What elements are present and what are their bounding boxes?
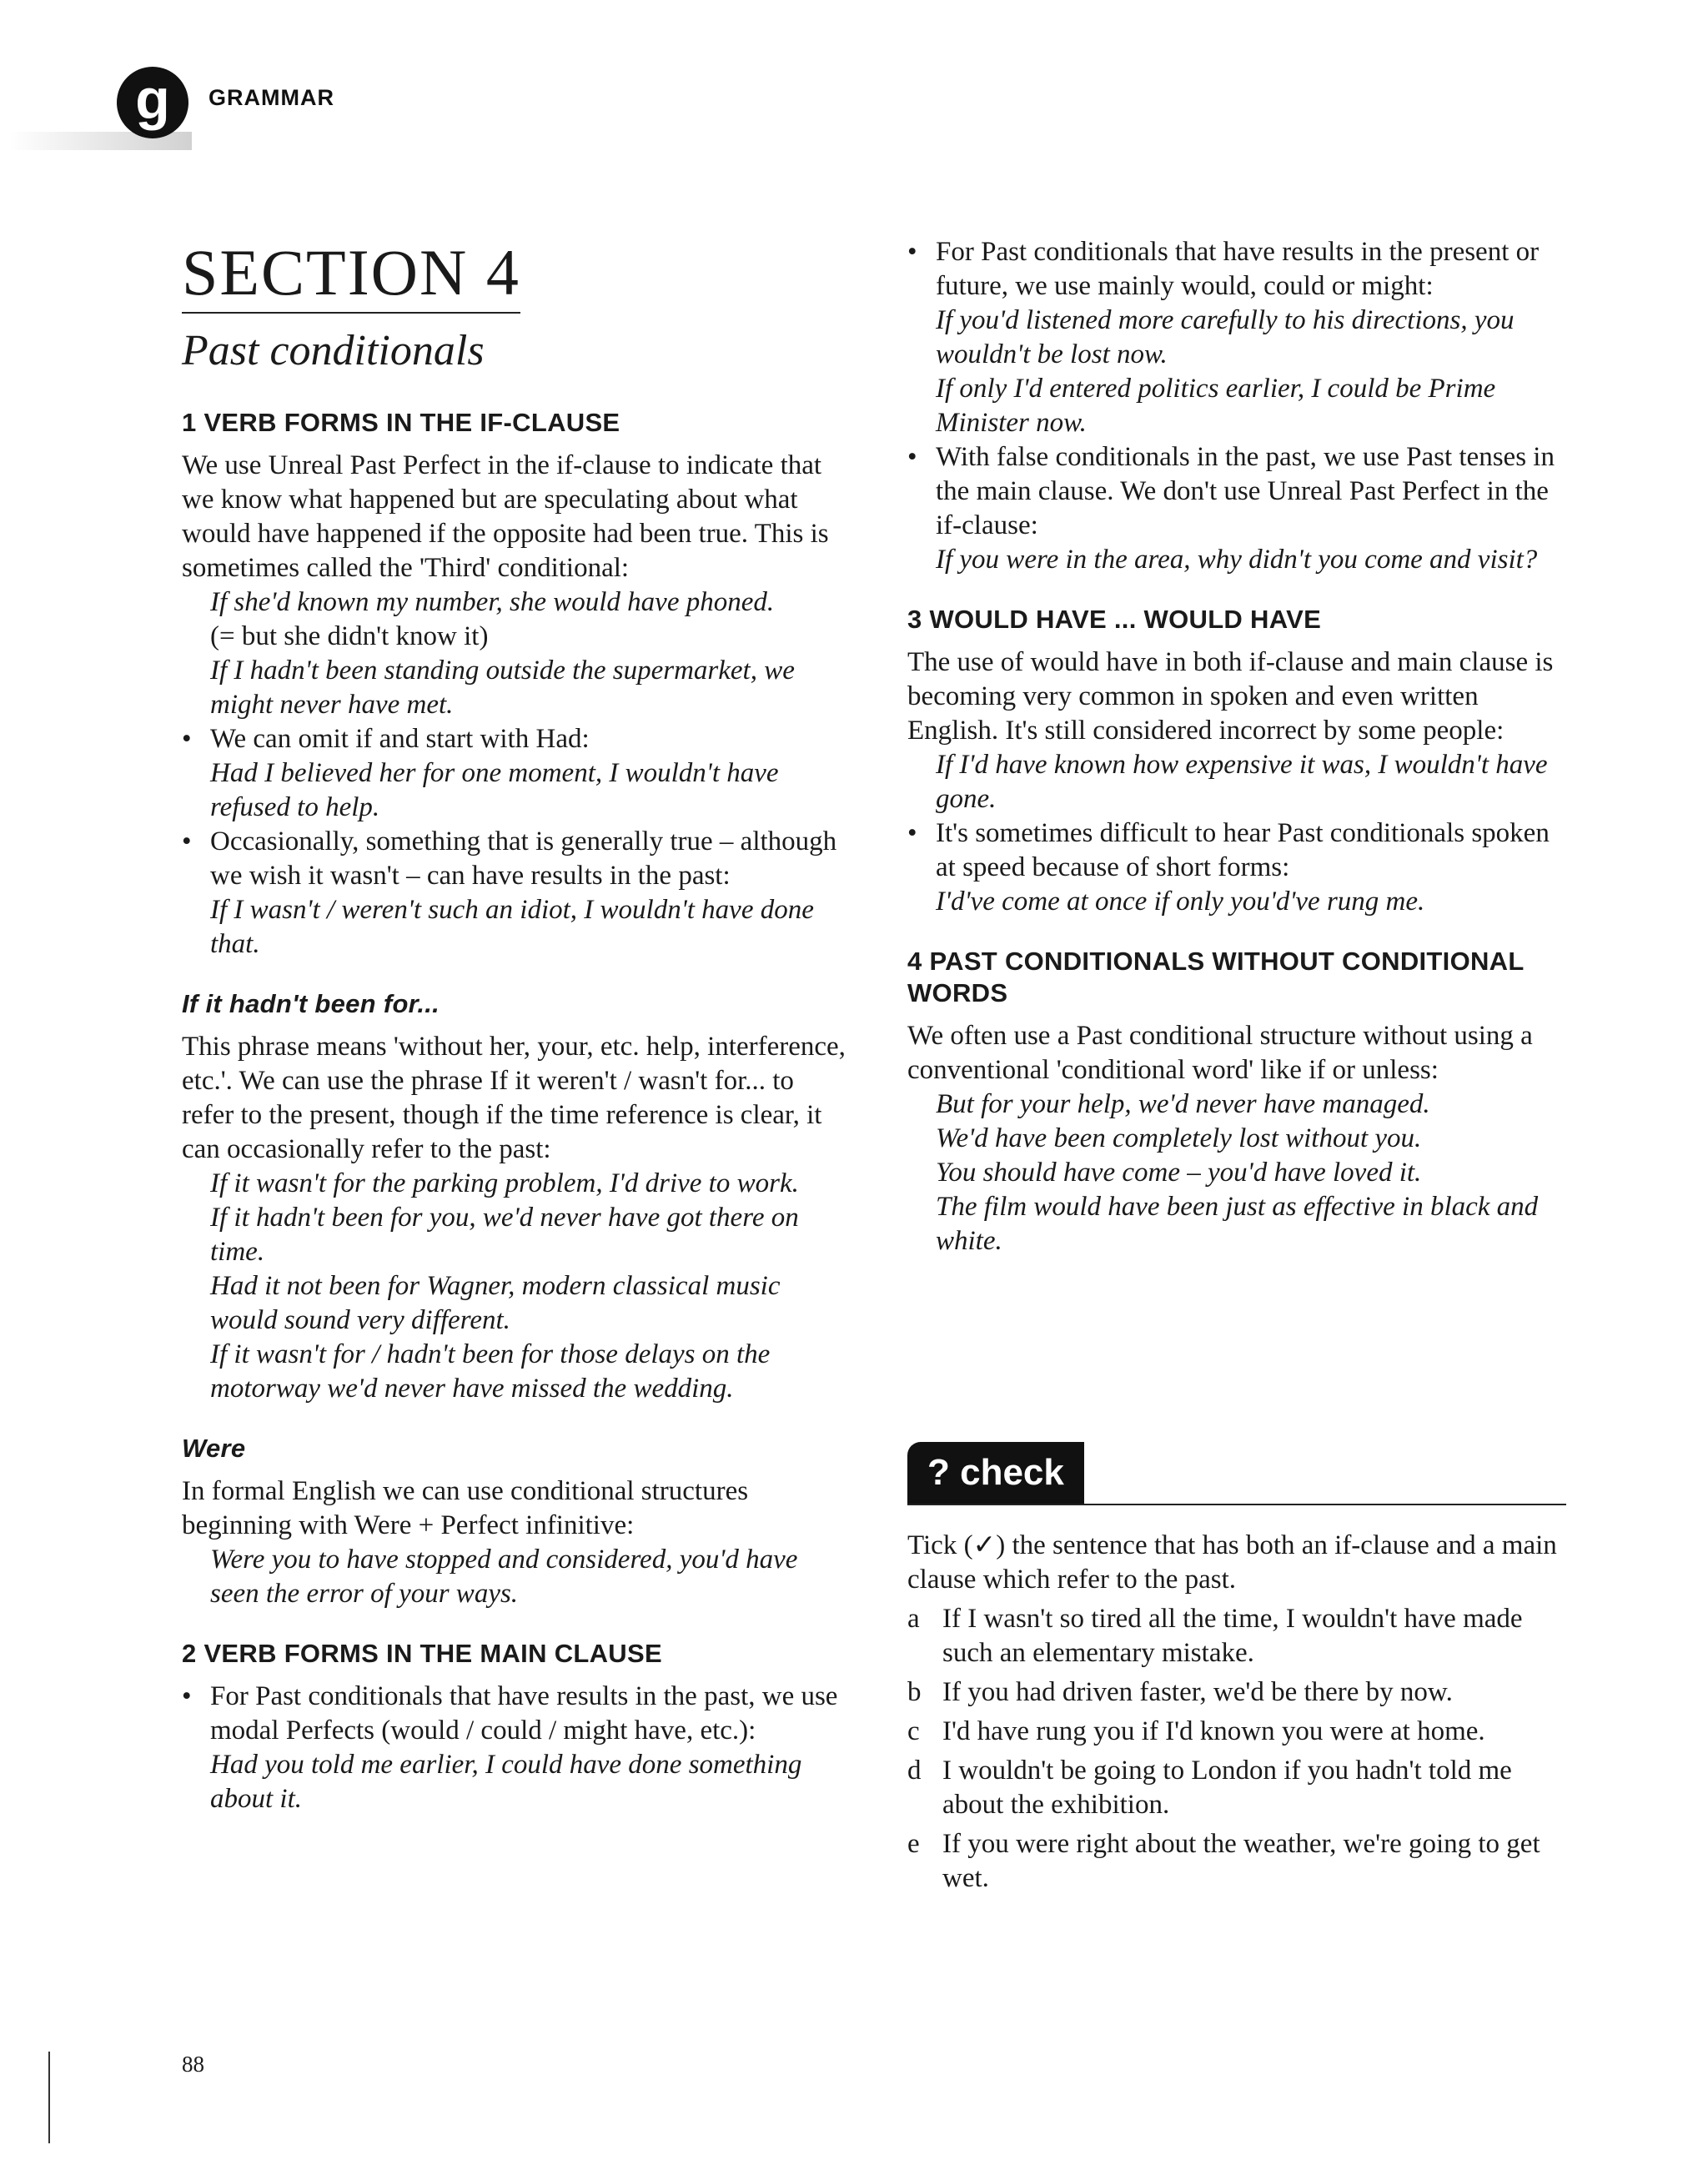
bullet-text: • For Past conditionals that have results in the past, we use modal Perfects (would / could / might have, etc.): [210, 1681, 838, 1746]
example-sentence: If it wasn't for / hadn't been for those delays on the motorway we'd never have missed the wedding. [210, 1339, 771, 1404]
bullet-text: • We can omit if and start with Had: [210, 724, 590, 754]
paragraph-without-conditional-words: We often use a Past conditional structure without using a conventional 'conditional word' like if or unless: [907, 1021, 1533, 1085]
bullet-item [182, 1680, 849, 1816]
page-header [117, 67, 617, 158]
bullet-text: • Occasionally, something that is generally true – although we wish it wasn't – can have results in the past: [210, 826, 837, 891]
bullet-text: • With false conditionals in the past, we use Past tenses in the main clause. We don't use Unreal Past Perfect in the if-clause: [936, 442, 1555, 540]
example-sentence: I'd've come at once if only you'd've rung me. [936, 887, 1425, 917]
bullet-item [182, 722, 849, 825]
option-letter: c [907, 1716, 920, 1746]
heading-were: Were [182, 1434, 246, 1463]
heading-main-clause: 2 VERB FORMS IN THE MAIN CLAUSE [182, 1639, 662, 1668]
example-sentence: Were you to have stopped and considered, you'd have seen the error of your ways. [210, 1545, 798, 1609]
check-option-a [907, 1602, 1575, 1670]
header-label: GRAMMAR [208, 85, 334, 110]
bullet-item [907, 235, 1575, 440]
example-sentence: But for your help, we'd never have managed. [936, 1089, 1430, 1119]
check-option-e [907, 1827, 1575, 1896]
example-sentence: The film would have been just as effective in black and white. [936, 1192, 1539, 1256]
paragraph-if-clause: We use Unreal Past Perfect in the if-clause to indicate that we know what happened but are speculating about what would have happened if the opposite had been true. This is sometimes called the 'Third' conditional: [182, 450, 829, 583]
bullet-item [907, 816, 1575, 919]
left-column [182, 235, 849, 1816]
right-column [907, 235, 1575, 1896]
grammar-badge-icon: g [117, 67, 188, 138]
example-sentence: If it wasn't for the parking problem, I'd drive to work. [210, 1168, 799, 1198]
example-sentence: If it hadn't been for you, we'd never have got there on time. [210, 1203, 799, 1267]
check-divider [907, 1504, 1566, 1505]
check-box-header [907, 1442, 1575, 1509]
heading-if-clause: 1 VERB FORMS IN THE IF-CLAUSE [182, 408, 620, 437]
example-note: (= but she didn't know it) [210, 621, 489, 651]
example-sentence: Had you told me earlier, I could have done something about it. [210, 1750, 802, 1814]
paragraph-if-it-hadnt-been-for: This phrase means 'without her, your, etc. help, interference, etc.'. We can use the phrase If it weren't / wasn't for... to refer to the present, though if the time reference is clear, it can occasionally refer to the past: [182, 1032, 846, 1164]
bullet-item [182, 825, 849, 962]
example-sentence: You should have come – you'd have loved it. [936, 1158, 1422, 1188]
option-letter: d [907, 1756, 922, 1786]
check-option-d [907, 1754, 1575, 1822]
example-sentence: Had it not been for Wagner, modern classical music would sound very different. [210, 1271, 781, 1335]
margin-line [48, 2052, 50, 2143]
example-sentence: If I wasn't / weren't such an idiot, I wouldn't have done that. [210, 895, 814, 959]
page-number: 88 [182, 2052, 204, 2077]
heading-without-conditional-words: 4 PAST CONDITIONALS WITHOUT CONDITIONAL WORDS [907, 947, 1525, 1007]
check-label: ? check [907, 1442, 1084, 1504]
option-text: I'd have rung you if I'd known you were at home. [942, 1716, 1485, 1746]
section-title: SECTION 4 [182, 235, 520, 314]
option-text: If you were right about the weather, we're going to get wet. [942, 1829, 1540, 1893]
heading-would-have: 3 WOULD HAVE ... WOULD HAVE [907, 605, 1322, 634]
bullet-item [907, 440, 1575, 577]
example-sentence: We'd have been completely lost without you. [936, 1123, 1422, 1153]
check-option-c [907, 1715, 1575, 1749]
check-option-b [907, 1675, 1575, 1710]
example-sentence: If I'd have known how expensive it was, I wouldn't have gone. [936, 750, 1548, 814]
example-sentence: If you'd listened more carefully to his directions, you wouldn't be lost now. [936, 305, 1515, 369]
example-sentence: If only I'd entered politics earlier, I could be Prime Minister now. [936, 374, 1496, 438]
option-letter: a [907, 1604, 920, 1634]
option-text: I wouldn't be going to London if you hadn't told me about the exhibition. [942, 1756, 1512, 1820]
example-sentence: Had I believed her for one moment, I wouldn't have refused to help. [210, 758, 779, 822]
option-letter: b [907, 1677, 922, 1707]
section-subtitle: Past conditionals [182, 327, 485, 374]
check-instructions: Tick (✓) the sentence that has both an if-clause and a main clause which refer to the past. [907, 1530, 1557, 1595]
example-sentence: If she'd known my number, she would have phoned. [210, 587, 775, 617]
bullet-text: • It's sometimes difficult to hear Past conditionals spoken at speed because of short forms: [936, 818, 1550, 882]
option-letter: e [907, 1829, 920, 1859]
option-text: If you had driven faster, we'd be there by now. [942, 1677, 1453, 1707]
paragraph-would-have: The use of would have in both if-clause and main clause is becoming very common in spoken and even written English. It's still considered incorrect by some people: [907, 647, 1554, 746]
example-sentence: If I hadn't been standing outside the supermarket, we might never have met. [210, 656, 795, 720]
example-sentence: If you were in the area, why didn't you come and visit? [936, 545, 1538, 575]
bullet-text: • For Past conditionals that have results in the present or future, we use mainly would, could or might: [936, 237, 1540, 301]
option-text: If I wasn't so tired all the time, I wouldn't have made such an elementary mistake. [942, 1604, 1523, 1668]
paragraph-were: In formal English we can use conditional structures beginning with Were + Perfect infinitive: [182, 1476, 749, 1540]
heading-if-it-hadnt-been-for: If it hadn't been for... [182, 989, 440, 1018]
